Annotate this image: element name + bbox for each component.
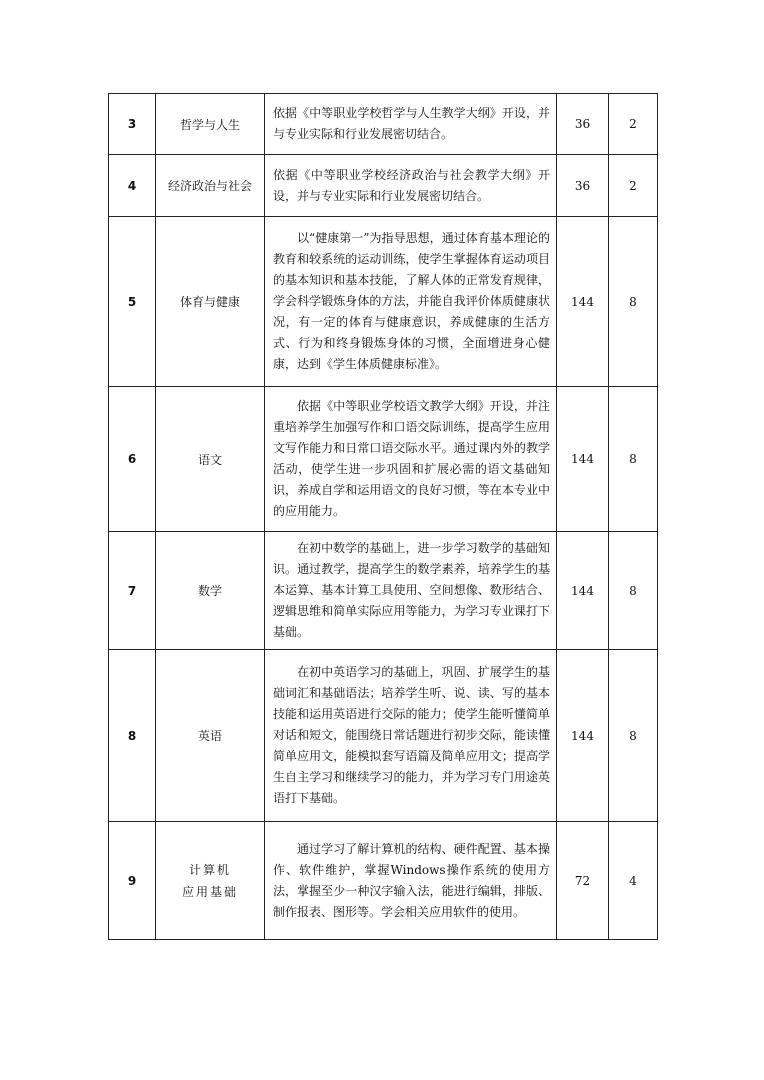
course-description: 依据《中等职业学校语文教学大纲》开设，并注重培养学生加强写作和口语交际训练，提高学生应用文写作能力和日常口语交际水平。通过课内外的教学活动，使学生进一步巩固和扩展必需的语文基础知识，养成自学和运用语文的良好习惯，等在本专业中的应用能力。 <box>265 387 557 532</box>
course-name-line1: 计算机 <box>188 862 231 877</box>
course-hours: 36 <box>557 94 609 155</box>
table-row <box>109 650 658 822</box>
course-credits: 2 <box>609 155 658 217</box>
course-name: 语文 <box>156 387 265 532</box>
table-row <box>109 94 658 155</box>
course-number: 7 <box>109 532 156 650</box>
course-name <box>156 822 265 940</box>
course-description: 在初中英语学习的基础上，巩固、扩展学生的基础词汇和基础语法；培养学生听、说、读、写的基本技能和运用英语进行交际的能力；使学生能听懂简单对话和短文，能围绕日常话题进行初步交际，能读懂简单应用文，能模拟套写语篇及简单应用文；提高学生自主学习和继续学习的能力，并为学习专门用途英语打下基础。 <box>265 650 557 822</box>
course-name: 体育与健康 <box>156 217 265 387</box>
table-row <box>109 155 658 217</box>
course-description: 通过学习了解计算机的结构、硬件配置、基本操作、软件维护，掌握Windows操作系统的使用方法，掌握至少一种汉字输入法，能进行编辑，排版、制作报表、图形等。学会相关应用软件的使用。 <box>265 822 557 940</box>
course-credits: 8 <box>609 387 658 532</box>
course-credits: 4 <box>609 822 658 940</box>
course-description: 依据《中等职业学校经济政治与社会教学大纲》开设，并与专业实际和行业发展密切结合。 <box>265 155 557 217</box>
course-table <box>108 93 658 940</box>
course-name: 英语 <box>156 650 265 822</box>
course-name: 经济政治与社会 <box>156 155 265 217</box>
course-name: 数学 <box>156 532 265 650</box>
course-credits: 8 <box>609 650 658 822</box>
course-name-line2: 应用基础 <box>181 884 238 899</box>
course-number: 4 <box>109 155 156 217</box>
course-name: 哲学与人生 <box>156 94 265 155</box>
course-description: 以“健康第一”为指导思想，通过体育基本理论的教育和较系统的运动训练，使学生掌握体育运动项目的基本知识和基本技能，了解人体的正常发育规律，学会科学锻炼身体的方法，并能自我评价体质健康状况，有一定的体育与健康意识，养成健康的生活方式、行为和终身锻炼身体的习惯，全面增进身心健康，达到《学生体质健康标准》。 <box>265 217 557 387</box>
table-row <box>109 822 658 940</box>
course-number: 8 <box>109 650 156 822</box>
table-row <box>109 532 658 650</box>
course-description: 在初中数学的基础上，进一步学习数学的基础知识。通过教学，提高学生的数学素养，培养学生的基本运算、基本计算工具使用、空间想像、数形结合、逻辑思维和简单实际应用等能力，为学习专业课打下基础。 <box>265 532 557 650</box>
course-hours: 144 <box>557 650 609 822</box>
course-credits: 8 <box>609 532 658 650</box>
course-number: 6 <box>109 387 156 532</box>
course-credits: 2 <box>609 94 658 155</box>
course-hours: 144 <box>557 532 609 650</box>
course-hours: 72 <box>557 822 609 940</box>
course-hours: 36 <box>557 155 609 217</box>
course-description: 依据《中等职业学校哲学与人生教学大纲》开设，并与专业实际和行业发展密切结合。 <box>265 94 557 155</box>
course-hours: 144 <box>557 387 609 532</box>
course-number: 5 <box>109 217 156 387</box>
course-number: 3 <box>109 94 156 155</box>
table-row <box>109 387 658 532</box>
course-number: 9 <box>109 822 156 940</box>
course-hours: 144 <box>557 217 609 387</box>
table-row <box>109 217 658 387</box>
course-credits: 8 <box>609 217 658 387</box>
